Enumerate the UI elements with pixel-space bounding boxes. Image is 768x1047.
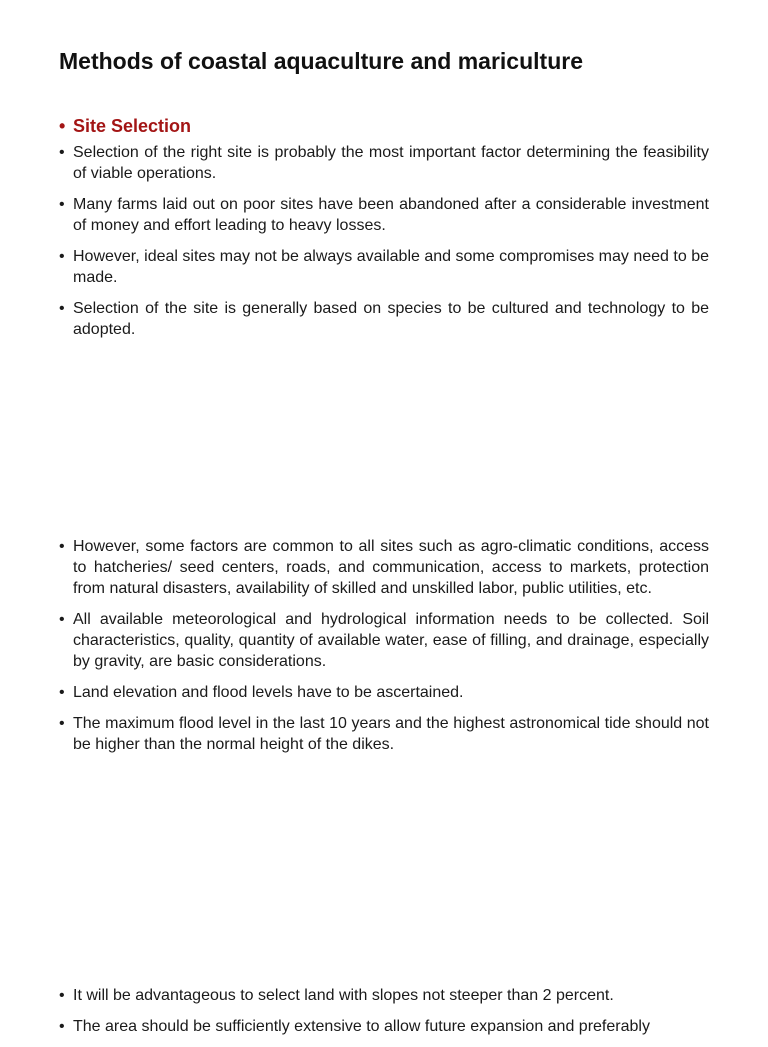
list-item	[59, 985, 709, 1006]
list-item-text: All available meteorological and hydrological information needs to be collected. Soil characteristics, quality, quantity of available water, ease of filling, and drainage, especially by gravity, are basic considerations.	[73, 611, 709, 670]
list-item-text: The area should be sufficiently extensive to allow future expansion and preferably	[73, 1018, 650, 1035]
bullet-dot: •	[59, 248, 65, 265]
list-item	[59, 298, 709, 340]
bullet-dot: •	[59, 538, 65, 555]
section-heading	[59, 115, 709, 137]
section-heading-text: Site Selection	[73, 116, 192, 136]
list-item	[59, 713, 709, 755]
bullet-list-land-slope	[59, 985, 709, 1047]
list-item	[59, 1016, 709, 1037]
page-title: Methods of coastal aquaculture and mariculture	[59, 48, 583, 74]
bullet-dot: •	[59, 715, 65, 732]
list-item	[59, 142, 709, 184]
list-item-text: Land elevation and flood levels have to be ascertained.	[73, 684, 464, 701]
bullet-dot: •	[59, 116, 66, 136]
bullet-list-common-factors	[59, 536, 709, 765]
list-item	[59, 194, 709, 236]
bullet-dot: •	[59, 300, 65, 317]
bullet-list-site-selection	[59, 115, 709, 350]
list-item	[59, 536, 709, 599]
list-item-text: It will be advantageous to select land with slopes not steeper than 2 percent.	[73, 987, 614, 1004]
bullet-dot: •	[59, 987, 65, 1004]
bullet-dot: •	[59, 611, 65, 628]
list-item-text: The maximum flood level in the last 10 years and the highest astronomical tide should not be higher than the normal height of the dikes.	[73, 715, 709, 753]
bullet-dot: •	[59, 144, 65, 161]
list-item	[59, 246, 709, 288]
list-item-text: Selection of the right site is probably the most important factor determining the feasibility of viable operations.	[73, 144, 709, 182]
list-item-text: Selection of the site is generally based on species to be cultured and technology to be adopted.	[73, 300, 709, 338]
list-item	[59, 609, 709, 672]
list-item-text: However, ideal sites may not be always available and some compromises may need to be made.	[73, 248, 709, 286]
list-item-text: However, some factors are common to all sites such as agro-climatic conditions, access to hatcheries/ seed centers, roads, and communication, access to markets, protection from natural disasters, availability of skilled and unskilled labor, public utilities, etc.	[73, 538, 709, 597]
bullet-dot: •	[59, 684, 65, 701]
list-item-text: Many farms laid out on poor sites have been abandoned after a considerable investment of money and effort leading to heavy losses.	[73, 196, 709, 234]
list-item	[59, 682, 709, 703]
bullet-dot: •	[59, 196, 65, 213]
bullet-dot: •	[59, 1018, 65, 1035]
